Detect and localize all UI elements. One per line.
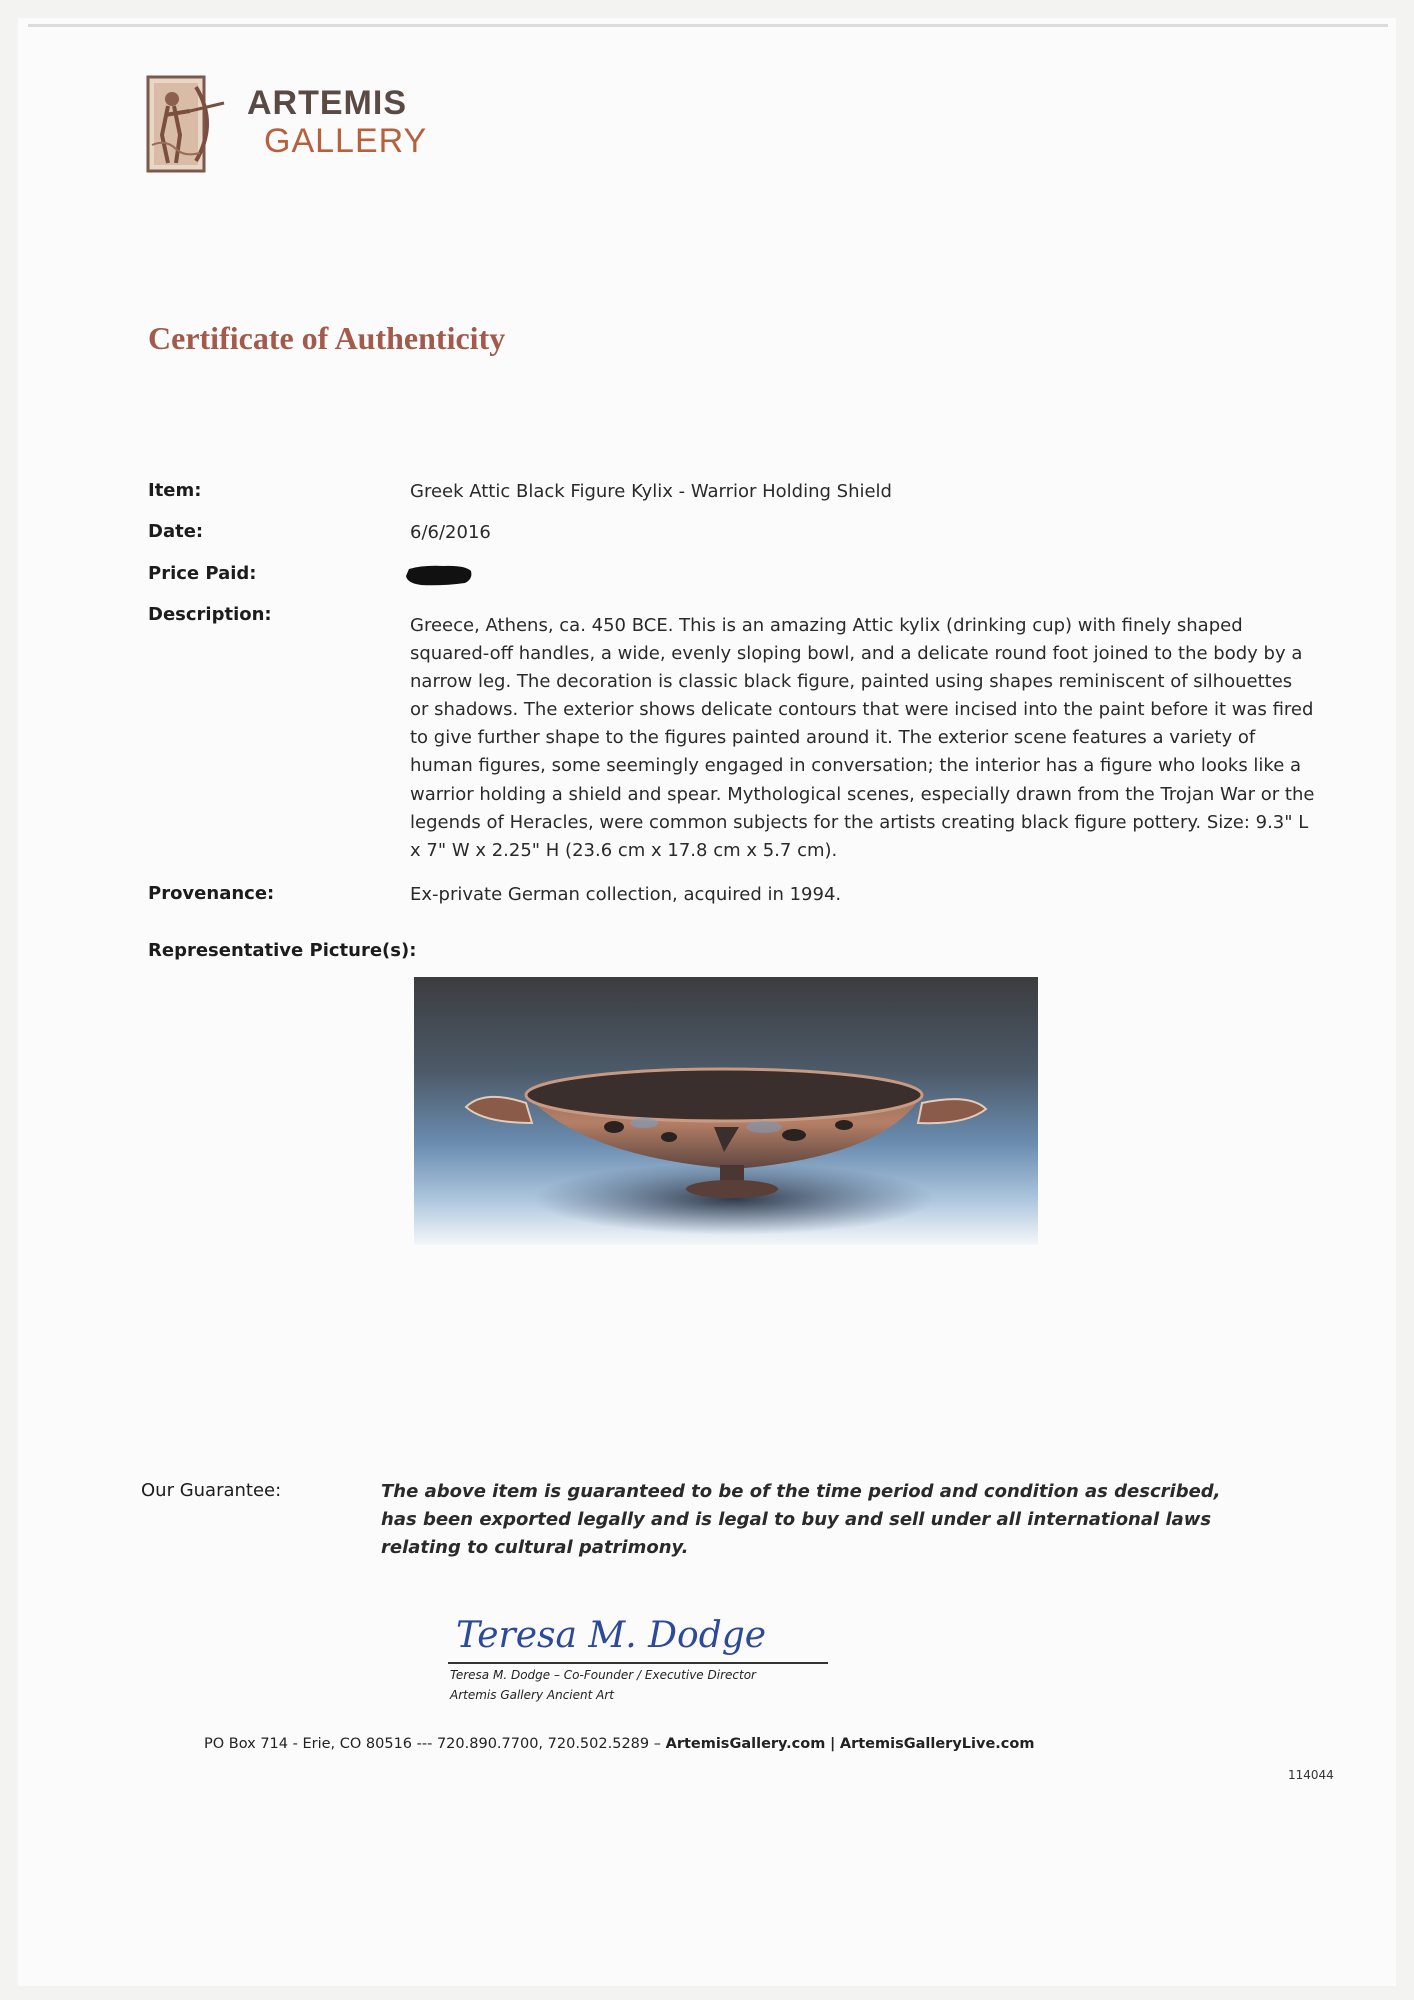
description-value: Greece, Athens, ca. 450 BCE. This is an amazing Attic kylix (drinking cup) with finely shaped squared-off handles, a wide, evenly sloping bowl, and a delicate round foot joined to the body by a narrow leg. The decoration is classic black figure, painted using shapes reminiscent of silhouettes or shadows. The exterior shows delicate contours that were incised into the paint before it was fired to give further shape to the figures painted around it. The exterior scene features a variety of human figures, some seemingly engaged in conversation; the interior has a figure who looks like a warrior holding a shield and spear. Mythological scenes, especially drawn from the Trojan War or the legends of Heracles, were common subjects for the artists creating black figure pottery. Size: 9.3" L x 7" W x 2.25" H (23.6 cm x 17.8 cm x 5.7 cm). — [410, 615, 1315, 861]
footer-link-artemisgallery[interactable]: ArtemisGallery.com — [665, 1736, 826, 1752]
kylix-photo — [414, 977, 1038, 1245]
signer-name-title: Teresa M. Dodge – Co-Founder / Executive Director — [450, 1668, 756, 1682]
footer-phones: 720.890.7700, 720.502.5289 — [436, 1736, 650, 1752]
handwritten-signature — [448, 1605, 828, 1665]
footer-link-artemisgallerylive[interactable]: ArtemisGalleryLive.com — [839, 1736, 1035, 1752]
provenance-label: Provenance: — [148, 883, 275, 904]
top-rule — [28, 24, 1388, 27]
footer-separator: --- — [416, 1736, 433, 1752]
date-label: Date: — [148, 521, 204, 542]
pictures-label: Representative Picture(s): — [148, 940, 417, 961]
svg-text:Teresa M. Dodge: Teresa M. Dodge — [456, 1615, 767, 1656]
item-label: Item: — [148, 480, 202, 501]
signature-line — [448, 1662, 828, 1664]
footer-separator: – — [653, 1736, 661, 1752]
footer-address: PO Box 714 - Erie, CO 80516 — [204, 1736, 413, 1752]
archer-figure-icon — [146, 75, 226, 173]
provenance-value: Ex-private German collection, acquired in 1994. — [410, 884, 842, 905]
guarantee-label: Our Guarantee: — [141, 1480, 282, 1501]
footer-separator: | — [829, 1736, 836, 1752]
price-paid-label: Price Paid: — [148, 563, 257, 584]
document-id: 114044 — [1288, 1768, 1334, 1782]
guarantee-text: The above item is guaranteed to be of the time period and condition as described, has been exported legally and is legal to buy and sell under all international laws relating to cultural patrimony. — [381, 1481, 1221, 1558]
date-value: 6/6/2016 — [410, 522, 491, 543]
description-label: Description: — [148, 604, 272, 625]
page-title: Certificate of Authenticity — [148, 320, 506, 356]
logo-word-gallery: GALLERY — [264, 122, 428, 160]
item-value: Greek Attic Black Figure Kylix - Warrior Holding Shield — [410, 481, 892, 502]
redacted-price-mark — [403, 563, 475, 587]
logo-word-artemis: ARTEMIS — [247, 84, 407, 122]
signer-organization: Artemis Gallery Ancient Art — [450, 1688, 614, 1702]
footer-contact — [204, 1736, 1034, 1752]
